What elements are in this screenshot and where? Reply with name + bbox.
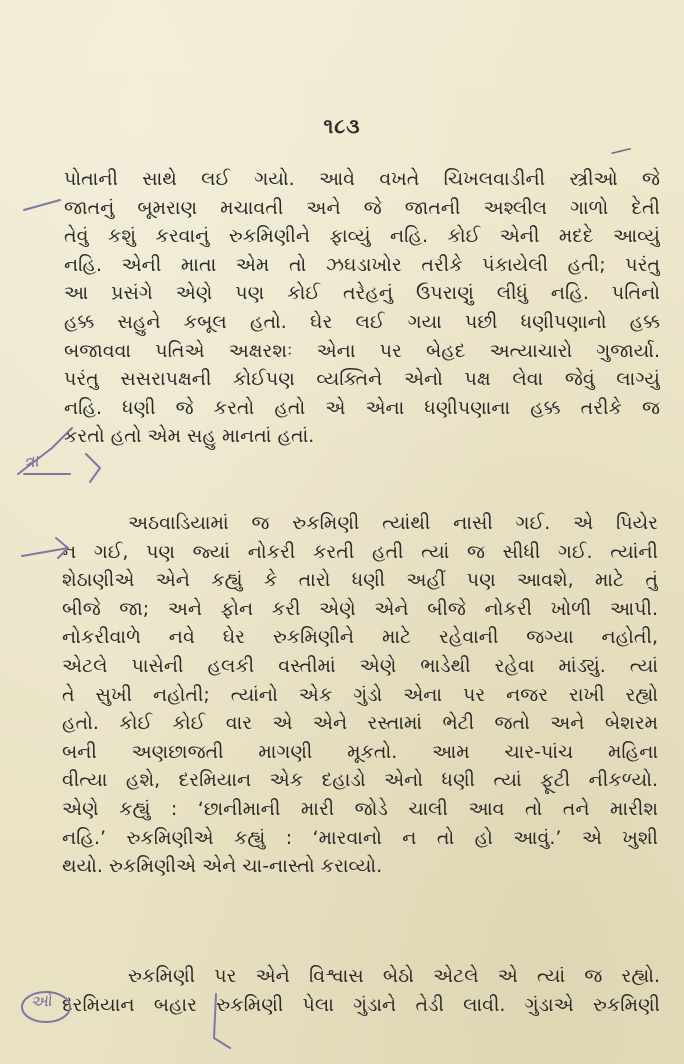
text-line: નહિ.’ રુકમિણીએ કહ્યું : ‘મારવાનો ન તો હો આવું.’ એ ખુશી xyxy=(62,826,658,849)
text-line: નોકરીવાળે નવે ઘેર રુકમિણીને માટે રહેવાની જગ્યા નહોતી, xyxy=(62,626,658,649)
text-line: થયો. રુકમિણીએ એને ચા-નાસ્તો કરાવ્યો. xyxy=(62,855,383,878)
text-line: વીત્યા હશે, દરમિયાન એક દહાડો એનો ધણી ત્યાં ફૂટી નીકળ્યો. xyxy=(62,769,658,792)
text-line: કરતો હતો એમ સહુ માનતાં હતાં. xyxy=(64,425,315,448)
text-line: અઠવાડિયામાં જ રુકમિણી ત્યાંથી નાસી ગઈ. એ પિયેર xyxy=(128,512,658,534)
text-line: જાતનું બૂમરાણ મચાવતી અને જે જાતની અશ્લીલ ગાળો દેતી xyxy=(64,196,660,219)
text-line: બની અણછાજતી માગણી મૂકતો. આમ ચાર-પાંચ મહિના xyxy=(62,740,658,763)
text-line: હક્ક સહુને કબૂલ હતો. ઘેર લઈ ગયા પછી ધણીપણાનો હક્ક xyxy=(64,310,660,333)
text-line: એટલે પાસેની હલકી વસ્તીમાં એણે ભાડેથી રહેવા માંડ્યું. ત્યાં xyxy=(62,654,658,677)
page-number: ૧૮૩ xyxy=(323,114,361,138)
text-line: નહિ. ધણી જે કરતો હતો એ એના ધણીપણાના હક્ક તરીકે જ xyxy=(64,396,660,419)
text-line: પરંતુ સસરાપક્ષની કોઈપણ વ્યક્તિને એનો પક્ષ લેવા જેવું લાગ્યું xyxy=(64,368,660,391)
text-line: હતો. કોઈ કોઈ વાર એ એને રસ્તામાં ભેટી જતો અને બેશરમ xyxy=(62,712,658,735)
text-line: તે સુખી નહોતી; ત્યાંનો એક ગુંડો એના પર નજર રાખી રહ્યો xyxy=(62,683,658,706)
text-line: બજાવવા પતિએ અક્ષરશઃ એના પર બેહદ અત્યાચારો ગુજાર્યા. xyxy=(64,339,660,362)
dash-mark: — xyxy=(607,135,635,166)
text-line: ન ગઈ, પણ જ્યાં નોકરી કરતી હતી ત્યાં જ સીધી ગઈ. ત્યાંની xyxy=(62,540,658,563)
text-line: રુકમિણી પર એને વિશ્વાસ બેઠો એટલે એ ત્યાં જ રહ્યો. xyxy=(128,965,660,987)
paragraph-1 xyxy=(64,165,660,451)
text-line: દરમિયાન બહાર રુકમિણી પેલા ગુંડાને તેડી લાવી. ગુંડાએ રુકમિણી xyxy=(62,993,660,1016)
paragraph-2 xyxy=(62,509,658,881)
text-line: પોતાની સાથે લઈ ગયો. આવે વખતે ચિખલવાડીની સ્ત્રીઓ જે xyxy=(64,168,660,190)
text-line: નહિ. એની માતા એમ તો ઝઘડાખોર તરીકે પંકાયેલી હતી; પરંતુ xyxy=(64,253,660,276)
text-line: આ પ્રસંગે એણે પણ કોઈ તરેહનું ઉપરાણું લીધું નહિ. પતિનો xyxy=(64,282,660,305)
margin-note: ત્રા xyxy=(22,451,40,473)
text-line: એણે કહ્યું : ‘છાનીમાની મારી જોડે ચાલી આવ તો તને મારીશ xyxy=(62,797,658,820)
margin-note: ઓ xyxy=(28,990,53,1014)
pencil-strike-mark xyxy=(76,448,116,488)
text-line: શેઠાણીએ એને કહ્યું કે તારો ધણી અહીં પણ આવશે, માટે તું xyxy=(62,569,658,592)
text-line: બીજે જા; અને ફોન કરી એણે એને બીજે નોકરી ખોળી આપી. xyxy=(62,597,658,620)
text-line: તેવું કશું કરવાનું રુકમિણીને ફાવ્યું નહિ. કોઈ એની મદદે આવ્યું xyxy=(64,225,660,248)
paragraph-3 xyxy=(62,962,660,1019)
